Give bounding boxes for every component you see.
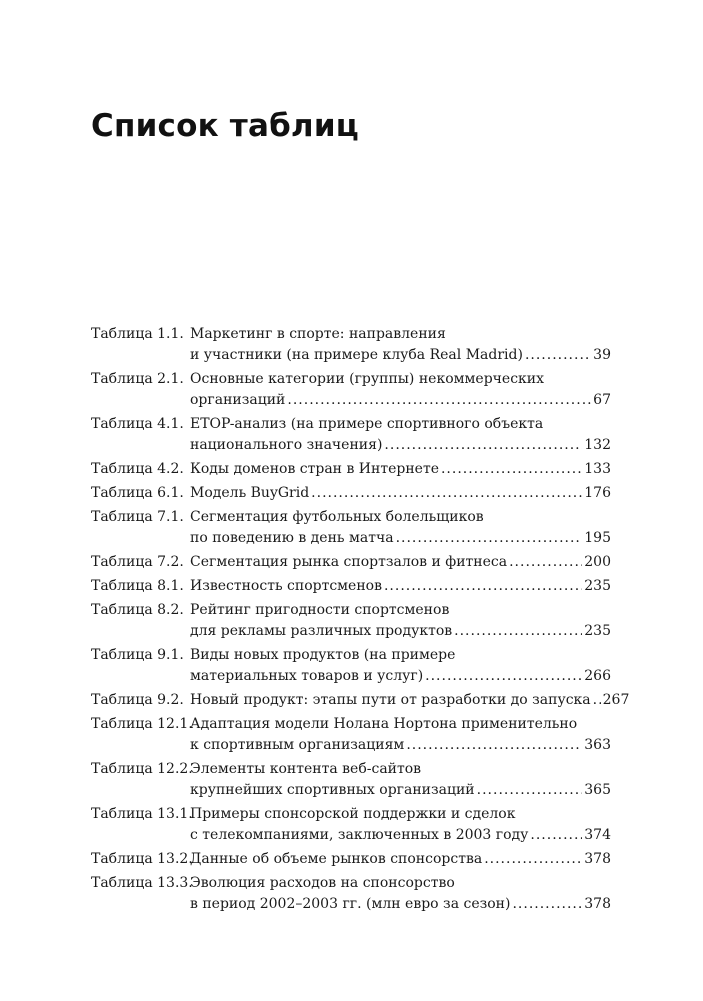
table-number: Таблица 7.1. — [91, 509, 184, 525]
caption-last-line — [190, 345, 611, 366]
table-caption — [190, 873, 611, 915]
list-item — [91, 849, 611, 870]
list-item — [91, 552, 611, 573]
page-number: 267 — [602, 692, 630, 708]
list-item — [91, 324, 611, 366]
list-item — [91, 369, 611, 411]
dot-leader — [384, 576, 582, 597]
table-number: Таблица 9.2. — [91, 692, 184, 708]
caption-last-line — [190, 552, 611, 573]
list-item — [91, 873, 611, 915]
caption-line: национального значения) — [190, 437, 383, 453]
dot-leader — [484, 849, 582, 870]
caption-line: для рекламы различных продуктов — [190, 623, 453, 639]
list-item — [91, 507, 611, 549]
caption-last-line — [190, 390, 611, 411]
caption-last-line — [190, 483, 611, 504]
caption-line: Новый продукт: этапы пути от разработки до запуска — [190, 692, 591, 708]
page-number: 39 — [593, 347, 611, 363]
table-caption — [190, 600, 611, 642]
caption-last-line — [190, 735, 611, 756]
caption-line: к спортивным организациям — [190, 737, 405, 753]
table-number: Таблица 8.1. — [91, 578, 184, 594]
page-number: 363 — [584, 737, 611, 753]
table-number: Таблица 8.2. — [91, 602, 184, 618]
caption-last-line — [190, 894, 611, 915]
dot-leader — [384, 435, 582, 456]
caption-line: крупнейших спортивных организаций — [190, 782, 475, 798]
dot-leader — [509, 552, 582, 573]
caption-line: по поведению в день матча — [190, 530, 394, 546]
caption-last-line — [190, 576, 611, 597]
page-number: 378 — [584, 851, 611, 867]
table-caption — [190, 552, 611, 573]
caption-line: организаций — [190, 392, 286, 408]
page-number: 195 — [584, 530, 611, 546]
list-item — [91, 804, 611, 846]
dot-leader — [406, 735, 582, 756]
table-caption — [190, 690, 630, 711]
page-number: 235 — [584, 623, 611, 639]
table-caption — [190, 804, 611, 846]
caption-last-line — [190, 849, 611, 870]
caption-line: Рейтинг пригодности спортсменов — [190, 602, 450, 618]
table-number: Таблица 6.1. — [91, 485, 184, 501]
caption-last-line — [190, 528, 611, 549]
dot-leader — [530, 825, 582, 846]
table-caption — [190, 849, 611, 870]
caption-line: Виды новых продуктов (на примере — [190, 647, 456, 663]
dot-leader — [525, 345, 591, 366]
table-number: Таблица 2.1. — [91, 371, 184, 387]
table-number: Таблица 13.1. — [91, 806, 193, 822]
page-number: 200 — [584, 554, 611, 570]
caption-line: Данные об объеме рынков спонсорства — [190, 851, 483, 867]
table-number: Таблица 13.3. — [91, 875, 193, 891]
table-caption — [190, 645, 611, 687]
dot-leader — [593, 690, 601, 711]
dot-leader — [311, 483, 582, 504]
caption-last-line — [190, 825, 611, 846]
page-number: 132 — [584, 437, 611, 453]
caption-line: в период 2002–2003 гг. (млн евро за сезон) — [190, 896, 511, 912]
table-list — [91, 324, 630, 918]
caption-line: Элементы контента веб-сайтов — [190, 761, 422, 777]
caption-line: и участники (на примере клуба Real Madrid) — [190, 347, 523, 363]
caption-line: Коды доменов стран в Интернете — [190, 461, 439, 477]
caption-line: Сегментация футбольных болельщиков — [190, 509, 484, 525]
list-item — [91, 759, 611, 801]
caption-line: Эволюция расходов на спонсорство — [190, 875, 455, 891]
table-number: Таблица 12.1. — [91, 716, 193, 732]
table-number: Таблица 1.1. — [91, 326, 184, 342]
table-number: Таблица 7.2. — [91, 554, 184, 570]
dot-leader — [441, 459, 582, 480]
list-item — [91, 714, 611, 756]
table-caption — [190, 576, 611, 597]
caption-line: с телекомпаниями, заключенных в 2003 году — [190, 827, 529, 843]
page-number: 67 — [593, 392, 611, 408]
page-number: 176 — [584, 485, 611, 501]
caption-last-line — [190, 435, 611, 456]
dot-leader — [287, 390, 591, 411]
page-number: 235 — [584, 578, 611, 594]
caption-line: Модель BuyGrid — [190, 485, 310, 501]
dot-leader — [425, 666, 582, 687]
caption-last-line — [190, 666, 611, 687]
dot-leader — [396, 528, 583, 549]
list-item — [91, 576, 611, 597]
list-item — [91, 645, 611, 687]
caption-line: Основные категории (группы) некоммерческих — [190, 371, 545, 387]
caption-line: Известность спортсменов — [190, 578, 382, 594]
list-item — [91, 414, 611, 456]
page-number: 378 — [584, 896, 611, 912]
page-number: 266 — [584, 668, 611, 684]
page-number: 374 — [584, 827, 611, 843]
table-number: Таблица 13.2. — [91, 851, 193, 867]
caption-last-line — [190, 690, 630, 711]
dot-leader — [512, 894, 582, 915]
table-caption — [190, 483, 611, 504]
page-title: Список таблиц — [91, 108, 359, 144]
list-item — [91, 483, 611, 504]
caption-line: Примеры спонсорской поддержки и сделок — [190, 806, 516, 822]
table-caption — [190, 459, 611, 480]
caption-line: Сегментация рынка спортзалов и фитнеса — [190, 554, 508, 570]
table-caption — [190, 714, 611, 756]
table-caption — [190, 324, 611, 366]
caption-line: ETOP-анализ (на примере спортивного объекта — [190, 416, 544, 432]
page-number: 133 — [584, 461, 611, 477]
caption-line: материальных товаров и услуг) — [190, 668, 424, 684]
table-number: Таблица 4.2. — [91, 461, 184, 477]
list-item — [91, 690, 630, 711]
list-item — [91, 459, 611, 480]
caption-line: Адаптация модели Нолана Нортона применительно — [190, 716, 578, 732]
table-caption — [190, 507, 611, 549]
table-caption — [190, 414, 611, 456]
table-number: Таблица 9.1. — [91, 647, 184, 663]
dot-leader — [477, 780, 583, 801]
caption-last-line — [190, 621, 611, 642]
table-number: Таблица 12.2. — [91, 761, 193, 777]
table-caption — [190, 759, 611, 801]
dot-leader — [454, 621, 582, 642]
table-caption — [190, 369, 611, 411]
page-number: 365 — [584, 782, 611, 798]
caption-line: Маркетинг в спорте: направления — [190, 326, 446, 342]
caption-last-line — [190, 780, 611, 801]
caption-last-line — [190, 459, 611, 480]
list-item — [91, 600, 611, 642]
table-number: Таблица 4.1. — [91, 416, 184, 432]
